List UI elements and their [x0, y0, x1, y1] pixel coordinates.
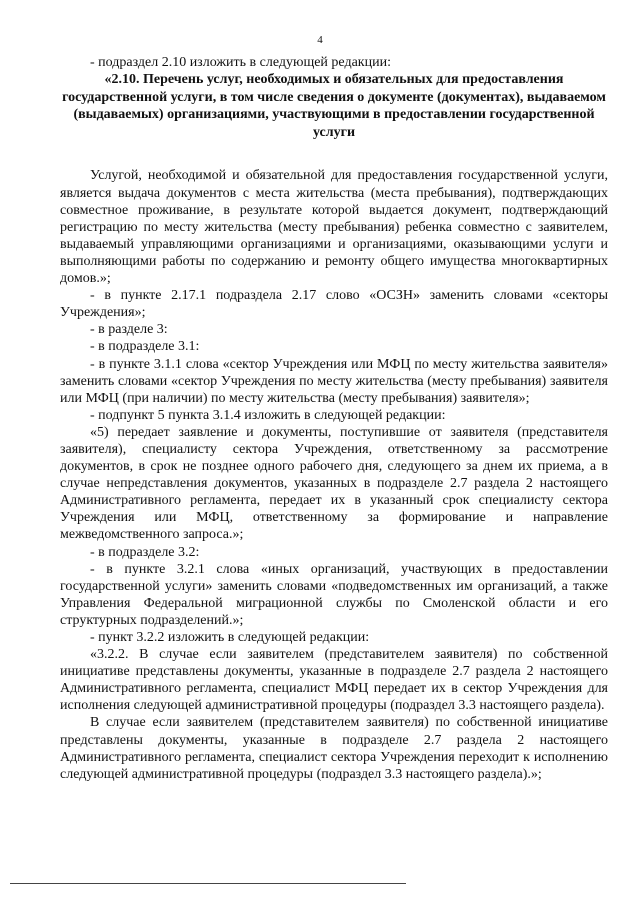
paragraph-6: - подпункт 5 пункта 3.1.4 изложить в следующей редакции: [90, 407, 446, 423]
paragraph-5: - в пункте 3.1.1 слова «сектор Учреждения или МФЦ по месту жительства заявителя» заменить словами «сектор Учреждения по месту жительства (месту пребывания) заявителя или МФЦ (при наличии) по месту жительства (месту пребывания) заявителя»; [60, 356, 608, 406]
paragraph-2: - в пункте 2.17.1 подраздела 2.17 слово «ОСЗН» заменить словами «секторы Учреждения»; [60, 288, 608, 321]
paragraph-7: «5) передает заявление и документы, поступившие от заявителя (представителя заявителя), специалисту сектора Учреждения, ответственному за рассмотрение документов, в срок не позднее одного рабочего дня, следующего за днем их приема, а в случае непредставления документов, указанных в подразделе 2.7 раздела 2 настоящего Административного регламента, передает их в указанный срок специалисту сектора Учреждения или МФЦ, ответственному за формирование и направление межведомственного запроса.»; [60, 424, 608, 543]
document-body [60, 54, 608, 783]
footer-divider [10, 883, 406, 884]
section-heading: «2.10. Перечень услуг, необходимых и обязательных для предоставления государственной услуги, в том числе сведения о документе (документах), выдаваемом (выдаваемых) организациями, участвующими в предоставлении государственной услуги [62, 72, 606, 140]
paragraph-8: - в подразделе 3.2: [90, 544, 200, 560]
paragraph-11: «3.2.2. В случае если заявителем (представителем заявителя) по собственной инициативе представлены документы, указанные в подразделе 2.7 раздела 2 настоящего Административного регламента, специалист МФЦ передает их в сектор Учреждения для исполнения следующей административной процедуры (подраздел 3.3 настоящего раздела). [60, 647, 608, 714]
paragraph-9: - в пункте 3.2.1 слова «иных организаций, участвующих в предоставлении государственной услуги» заменить словами «подведомственных им организаций, а также Управления Федеральной миграционной службы по Смоленской области и его структурных подразделений.»; [60, 561, 608, 628]
paragraph-1: Услугой, необходимой и обязательной для предоставления государственной услуги, является выдача документов с места жительства (места пребывания), подтверждающих совместное проживание, в результате которой выдается документ, подтверждающий регистрацию по месту жительства (месту пребывания) ребенка совместно с заявителем, выдаваемый управляющими организациями и организациями, оказывающими услуги и выполняющими работы по содержанию и ремонту общего имущества многоквартирных домов.»; [60, 168, 608, 287]
paragraph-3: - в разделе 3: [90, 322, 168, 338]
paragraph-12: В случае если заявителем (представителем заявителя) по собственной инициативе представлены документы, указанные в подразделе 2.7 раздела 2 настоящего Административного регламента, специалист сектора Учреждения переходит к исполнению следующей административной процедуры (подраздел 3.3 настоящего раздела).»; [60, 715, 608, 782]
intro-line: - подраздел 2.10 изложить в следующей редакции: [90, 55, 391, 70]
paragraph-10: - пункт 3.2.2 изложить в следующей редакции: [90, 630, 370, 645]
page-number: 4 [317, 34, 323, 46]
paragraph-4: - в подразделе 3.1: [90, 339, 200, 355]
